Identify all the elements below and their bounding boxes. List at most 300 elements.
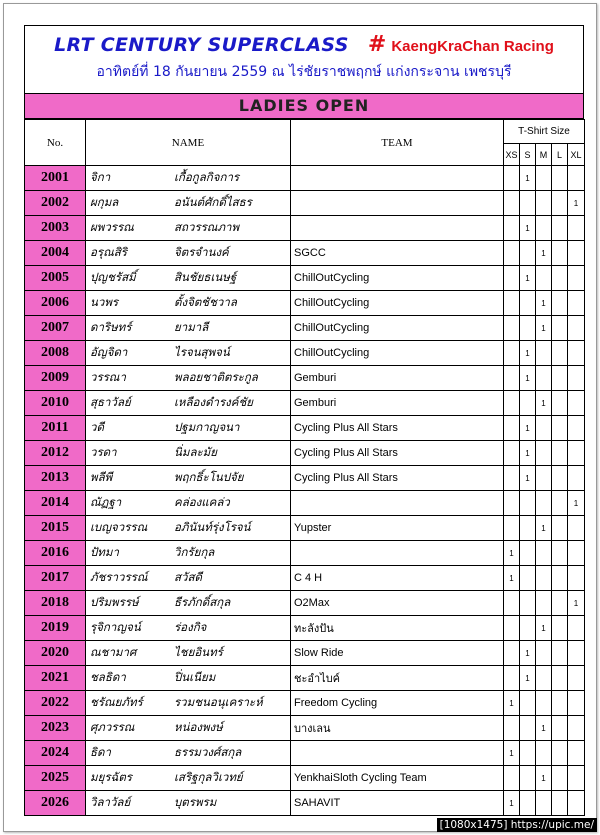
size-cell-l bbox=[552, 766, 568, 791]
rider-last-name: ปฐมกาญจนา bbox=[174, 420, 240, 434]
size-cell-m bbox=[536, 691, 552, 716]
size-cell-m bbox=[536, 266, 552, 291]
table-row bbox=[25, 591, 585, 616]
rider-name-cell bbox=[86, 216, 291, 241]
rider-number: 2005 bbox=[25, 266, 86, 291]
rider-team: YenkhaiSloth Cycling Team bbox=[291, 766, 504, 791]
rider-name-cell bbox=[86, 766, 291, 791]
event-title: LRT CENTURY SUPERCLASS bbox=[54, 34, 349, 56]
rider-last-name: สินชัยธเนษฐ์ bbox=[174, 270, 237, 284]
rider-number: 2003 bbox=[25, 216, 86, 241]
rider-name-cell bbox=[86, 516, 291, 541]
size-cell-xl bbox=[568, 616, 585, 641]
rider-last-name: นิ่มละมัย bbox=[174, 445, 217, 459]
size-cell-l bbox=[552, 241, 568, 266]
rider-first-name: วรรณา bbox=[90, 370, 126, 384]
rider-name-cell bbox=[86, 166, 291, 191]
column-header-team: TEAM bbox=[291, 120, 504, 166]
size-cell-xl bbox=[568, 516, 585, 541]
rider-name-cell bbox=[86, 466, 291, 491]
rider-number: 2015 bbox=[25, 516, 86, 541]
size-cell-xs bbox=[504, 241, 520, 266]
rider-name-cell bbox=[86, 641, 291, 666]
size-cell-l bbox=[552, 716, 568, 741]
size-cell-xl bbox=[568, 391, 585, 416]
size-cell-l bbox=[552, 316, 568, 341]
rider-team: SAHAVIT bbox=[291, 791, 504, 816]
rider-name-cell bbox=[86, 541, 291, 566]
rider-number: 2002 bbox=[25, 191, 86, 216]
size-cell-xs bbox=[504, 316, 520, 341]
rider-first-name: ปัทมา bbox=[90, 545, 119, 559]
rider-team: Slow Ride bbox=[291, 641, 504, 666]
size-cell-m: 1 bbox=[536, 291, 552, 316]
rider-first-name: รุจิกาญจน์ bbox=[90, 620, 141, 634]
size-cell-m: 1 bbox=[536, 516, 552, 541]
rider-last-name: พฤกธิ์ะโนปจัย bbox=[174, 470, 244, 484]
rider-number: 2012 bbox=[25, 441, 86, 466]
rider-number: 2004 bbox=[25, 241, 86, 266]
size-cell-xl bbox=[568, 166, 585, 191]
size-header-s: S bbox=[520, 144, 536, 166]
rider-first-name: วดี bbox=[90, 420, 104, 434]
size-cell-l bbox=[552, 791, 568, 816]
size-cell-s bbox=[520, 391, 536, 416]
rider-first-name: มยุรฉัตร bbox=[90, 770, 132, 784]
size-cell-s bbox=[520, 516, 536, 541]
rider-last-name: เกื้อกูลกิจการ bbox=[174, 170, 240, 184]
size-cell-xl: 1 bbox=[568, 191, 585, 216]
table-row bbox=[25, 716, 585, 741]
size-cell-xs bbox=[504, 516, 520, 541]
rider-number: 2020 bbox=[25, 641, 86, 666]
rider-last-name: เสริฐกุลวิเวทย์ bbox=[174, 770, 243, 784]
table-row bbox=[25, 191, 585, 216]
rider-name-cell bbox=[86, 241, 291, 266]
size-cell-s: 1 bbox=[520, 366, 536, 391]
rider-team: Cycling Plus All Stars bbox=[291, 466, 504, 491]
rider-number: 2009 bbox=[25, 366, 86, 391]
rider-number: 2019 bbox=[25, 616, 86, 641]
size-cell-s: 1 bbox=[520, 216, 536, 241]
size-cell-m bbox=[536, 641, 552, 666]
rider-number: 2001 bbox=[25, 166, 86, 191]
size-cell-m bbox=[536, 216, 552, 241]
size-cell-s bbox=[520, 591, 536, 616]
table-row bbox=[25, 316, 585, 341]
size-cell-xs bbox=[504, 291, 520, 316]
rider-first-name: อัญจิดา bbox=[90, 345, 128, 359]
rider-last-name: ปิ่นเนียม bbox=[174, 670, 216, 684]
rider-number: 2018 bbox=[25, 591, 86, 616]
size-cell-s: 1 bbox=[520, 641, 536, 666]
size-cell-m: 1 bbox=[536, 716, 552, 741]
rider-number: 2021 bbox=[25, 666, 86, 691]
rider-number: 2011 bbox=[25, 416, 86, 441]
size-cell-xs: 1 bbox=[504, 541, 520, 566]
rider-name-cell bbox=[86, 616, 291, 641]
size-cell-xs bbox=[504, 716, 520, 741]
size-cell-s bbox=[520, 616, 536, 641]
table-row bbox=[25, 416, 585, 441]
rider-team: ทะลังปัน bbox=[291, 616, 504, 641]
table-body bbox=[25, 166, 585, 816]
size-cell-xl bbox=[568, 291, 585, 316]
table-row bbox=[25, 641, 585, 666]
rider-last-name: คล่องแคล่ว bbox=[174, 495, 230, 509]
size-cell-xl bbox=[568, 216, 585, 241]
size-cell-xs bbox=[504, 616, 520, 641]
size-cell-xl bbox=[568, 241, 585, 266]
rider-team: O2Max bbox=[291, 591, 504, 616]
rider-first-name: ภัชราวรรณ์ bbox=[90, 570, 148, 584]
size-cell-xl bbox=[568, 691, 585, 716]
size-cell-xs bbox=[504, 466, 520, 491]
size-cell-xs bbox=[504, 166, 520, 191]
title-line bbox=[25, 32, 583, 57]
rider-name-cell bbox=[86, 341, 291, 366]
rider-first-name: ณัฏฐา bbox=[90, 495, 122, 509]
rider-team bbox=[291, 541, 504, 566]
size-cell-s bbox=[520, 791, 536, 816]
rider-team bbox=[291, 166, 504, 191]
rider-last-name: ยามาลี bbox=[174, 320, 209, 334]
rider-team: บางเลน bbox=[291, 716, 504, 741]
table-row bbox=[25, 391, 585, 416]
section-title: LADIES OPEN bbox=[24, 93, 584, 119]
watermark: [1080x1475] https://upic.me/ bbox=[437, 818, 597, 832]
table-row bbox=[25, 216, 585, 241]
rider-team: ชะอำไบค์ bbox=[291, 666, 504, 691]
rider-first-name: ณชามาศ bbox=[90, 645, 137, 659]
rider-last-name: เหลืองดำรงค์ชัย bbox=[174, 395, 254, 409]
size-cell-m bbox=[536, 466, 552, 491]
size-cell-xs bbox=[504, 191, 520, 216]
hash-symbol: # bbox=[367, 32, 387, 57]
size-cell-l bbox=[552, 591, 568, 616]
rider-last-name: พลอยชาติตระกูล bbox=[174, 370, 258, 384]
size-cell-xs: 1 bbox=[504, 691, 520, 716]
table-row bbox=[25, 466, 585, 491]
size-cell-xs bbox=[504, 491, 520, 516]
rider-last-name: บุตรพรม bbox=[174, 795, 217, 809]
size-cell-xl bbox=[568, 416, 585, 441]
rider-first-name: ดาริษทร์ bbox=[90, 320, 132, 334]
registration-table bbox=[24, 119, 584, 816]
rider-name-cell bbox=[86, 666, 291, 691]
size-cell-m: 1 bbox=[536, 391, 552, 416]
rider-first-name: สุธาวัลย์ bbox=[90, 395, 131, 409]
rider-number: 2006 bbox=[25, 291, 86, 316]
size-cell-m bbox=[536, 191, 552, 216]
size-cell-s bbox=[520, 766, 536, 791]
size-cell-xl bbox=[568, 266, 585, 291]
table-row bbox=[25, 441, 585, 466]
rider-number: 2023 bbox=[25, 716, 86, 741]
rider-first-name: ปริมพรรษ์ bbox=[90, 595, 139, 609]
rider-number: 2017 bbox=[25, 566, 86, 591]
table-row bbox=[25, 616, 585, 641]
size-cell-xs bbox=[504, 766, 520, 791]
size-cell-xs bbox=[504, 416, 520, 441]
column-header-no: No. bbox=[25, 120, 86, 166]
rider-last-name: ธีรภักดิ์สกุล bbox=[174, 595, 231, 609]
rider-last-name: สถวรรณภาพ bbox=[174, 220, 240, 234]
document-header bbox=[24, 25, 584, 93]
rider-name-cell bbox=[86, 716, 291, 741]
rider-first-name: พลีพี bbox=[90, 470, 113, 484]
size-cell-xl bbox=[568, 441, 585, 466]
rider-name-cell bbox=[86, 366, 291, 391]
rider-last-name: ธรรมวงศ์สกุล bbox=[174, 745, 242, 759]
size-cell-xl bbox=[568, 716, 585, 741]
rider-last-name: ไรจนสุพจน์ bbox=[174, 345, 230, 359]
event-date-location: อาทิตย์ที่ 18 กันยายน 2559 ณ ไร่ชัยราชพฤกษ์ แก่งกระจาน เพชรบุรี bbox=[96, 64, 512, 80]
size-cell-s bbox=[520, 241, 536, 266]
rider-last-name: ไชยอินทร์ bbox=[174, 645, 223, 659]
rider-name-cell bbox=[86, 191, 291, 216]
size-cell-xl bbox=[568, 341, 585, 366]
size-cell-m bbox=[536, 541, 552, 566]
size-cell-l bbox=[552, 641, 568, 666]
size-cell-l bbox=[552, 366, 568, 391]
rider-number: 2024 bbox=[25, 741, 86, 766]
size-cell-l bbox=[552, 191, 568, 216]
size-cell-m: 1 bbox=[536, 616, 552, 641]
rider-team bbox=[291, 216, 504, 241]
rider-name-cell bbox=[86, 741, 291, 766]
size-cell-s: 1 bbox=[520, 666, 536, 691]
rider-last-name: อนันต์ศักดิ์ไสธร bbox=[174, 195, 252, 209]
table-row bbox=[25, 341, 585, 366]
rider-last-name: สวัสดี bbox=[174, 570, 202, 584]
size-cell-m bbox=[536, 366, 552, 391]
size-cell-l bbox=[552, 741, 568, 766]
rider-number: 2026 bbox=[25, 791, 86, 816]
size-cell-m: 1 bbox=[536, 316, 552, 341]
rider-last-name: ร่องกิจ bbox=[174, 620, 207, 634]
rider-first-name: วรดา bbox=[90, 445, 117, 459]
size-cell-xl bbox=[568, 466, 585, 491]
size-cell-s bbox=[520, 191, 536, 216]
size-cell-l bbox=[552, 341, 568, 366]
table-row bbox=[25, 241, 585, 266]
size-cell-m bbox=[536, 591, 552, 616]
size-cell-xl bbox=[568, 741, 585, 766]
size-cell-s bbox=[520, 491, 536, 516]
rider-last-name: จิตรจำนงค์ bbox=[174, 245, 229, 259]
size-cell-m bbox=[536, 491, 552, 516]
rider-name-cell bbox=[86, 591, 291, 616]
table-row bbox=[25, 741, 585, 766]
rider-team: ChillOutCycling bbox=[291, 316, 504, 341]
size-cell-l bbox=[552, 666, 568, 691]
rider-last-name: ตั้งจิตชัชวาล bbox=[174, 295, 237, 309]
rider-last-name: หน่องพงษ์ bbox=[174, 720, 223, 734]
size-cell-s: 1 bbox=[520, 441, 536, 466]
rider-team: Gemburi bbox=[291, 366, 504, 391]
rider-first-name: ปุญชรัสมิ์ bbox=[90, 270, 136, 284]
size-cell-xs bbox=[504, 441, 520, 466]
size-cell-xl bbox=[568, 316, 585, 341]
size-cell-s bbox=[520, 716, 536, 741]
rider-number: 2007 bbox=[25, 316, 86, 341]
rider-last-name: วิกรัยกุล bbox=[174, 545, 215, 559]
rider-first-name: วิลาวัลย์ bbox=[90, 795, 131, 809]
size-cell-l bbox=[552, 491, 568, 516]
rider-name-cell bbox=[86, 791, 291, 816]
size-cell-xs bbox=[504, 666, 520, 691]
size-cell-l bbox=[552, 516, 568, 541]
size-cell-s bbox=[520, 566, 536, 591]
rider-first-name: อรุณสิริ bbox=[90, 245, 127, 259]
size-cell-xs bbox=[504, 391, 520, 416]
size-cell-l bbox=[552, 266, 568, 291]
size-cell-l bbox=[552, 541, 568, 566]
rider-team bbox=[291, 191, 504, 216]
rider-first-name: เบญจวรรณ bbox=[90, 520, 148, 534]
size-cell-s: 1 bbox=[520, 166, 536, 191]
rider-first-name: จิกา bbox=[90, 170, 111, 184]
rider-name-cell bbox=[86, 566, 291, 591]
rider-name-cell bbox=[86, 416, 291, 441]
size-cell-m bbox=[536, 666, 552, 691]
rider-name-cell bbox=[86, 391, 291, 416]
size-cell-l bbox=[552, 616, 568, 641]
table-row bbox=[25, 266, 585, 291]
rider-name-cell bbox=[86, 291, 291, 316]
rider-team: Cycling Plus All Stars bbox=[291, 416, 504, 441]
rider-last-name: อภินันท์รุ่งโรจน์ bbox=[174, 520, 251, 534]
size-cell-s bbox=[520, 541, 536, 566]
table-row bbox=[25, 791, 585, 816]
rider-team: Cycling Plus All Stars bbox=[291, 441, 504, 466]
size-cell-xl: 1 bbox=[568, 591, 585, 616]
rider-number: 2025 bbox=[25, 766, 86, 791]
size-cell-l bbox=[552, 566, 568, 591]
rider-first-name: นวพร bbox=[90, 295, 119, 309]
size-cell-l bbox=[552, 416, 568, 441]
size-header-xs: XS bbox=[504, 144, 520, 166]
rider-team: Yupster bbox=[291, 516, 504, 541]
size-cell-s bbox=[520, 741, 536, 766]
table-row bbox=[25, 566, 585, 591]
size-cell-xs bbox=[504, 216, 520, 241]
rider-team: ChillOutCycling bbox=[291, 266, 504, 291]
size-cell-l bbox=[552, 691, 568, 716]
size-cell-xl bbox=[568, 791, 585, 816]
size-cell-xl bbox=[568, 766, 585, 791]
size-cell-m: 1 bbox=[536, 241, 552, 266]
size-cell-s bbox=[520, 291, 536, 316]
team-tag: KaengKraChan Racing bbox=[391, 38, 554, 55]
size-cell-m bbox=[536, 566, 552, 591]
table-row bbox=[25, 766, 585, 791]
table-row bbox=[25, 691, 585, 716]
rider-team: Freedom Cycling bbox=[291, 691, 504, 716]
size-cell-xs: 1 bbox=[504, 566, 520, 591]
rider-team: Gemburi bbox=[291, 391, 504, 416]
size-cell-xs bbox=[504, 366, 520, 391]
rider-name-cell bbox=[86, 491, 291, 516]
rider-number: 2010 bbox=[25, 391, 86, 416]
column-header-tshirt: T-Shirt Size bbox=[504, 120, 585, 144]
size-cell-s: 1 bbox=[520, 466, 536, 491]
table-row bbox=[25, 541, 585, 566]
size-cell-xs bbox=[504, 341, 520, 366]
size-cell-s bbox=[520, 316, 536, 341]
table-row bbox=[25, 291, 585, 316]
size-cell-m bbox=[536, 166, 552, 191]
table-row bbox=[25, 166, 585, 191]
size-cell-m bbox=[536, 441, 552, 466]
size-cell-m bbox=[536, 791, 552, 816]
rider-first-name: ผกุมล bbox=[90, 195, 119, 209]
rider-number: 2016 bbox=[25, 541, 86, 566]
size-cell-m bbox=[536, 741, 552, 766]
table-row bbox=[25, 491, 585, 516]
rider-first-name: ชลธิดา bbox=[90, 670, 126, 684]
size-cell-xl: 1 bbox=[568, 491, 585, 516]
rider-team: C 4 H bbox=[291, 566, 504, 591]
rider-team: ChillOutCycling bbox=[291, 291, 504, 316]
rider-name-cell bbox=[86, 266, 291, 291]
rider-name-cell bbox=[86, 441, 291, 466]
size-cell-xl bbox=[568, 366, 585, 391]
size-cell-l bbox=[552, 466, 568, 491]
rider-last-name: รวมชนอนุเคราะห์ bbox=[174, 695, 263, 709]
rider-first-name: ศุภวรรณ bbox=[90, 720, 135, 734]
size-cell-m: 1 bbox=[536, 766, 552, 791]
rider-name-cell bbox=[86, 316, 291, 341]
rider-number: 2022 bbox=[25, 691, 86, 716]
size-cell-m bbox=[536, 341, 552, 366]
table-row bbox=[25, 666, 585, 691]
rider-first-name: ผพวรรณ bbox=[90, 220, 134, 234]
size-cell-xl bbox=[568, 641, 585, 666]
size-cell-l bbox=[552, 391, 568, 416]
rider-number: 2014 bbox=[25, 491, 86, 516]
size-cell-s: 1 bbox=[520, 416, 536, 441]
size-cell-m bbox=[536, 416, 552, 441]
size-header-m: M bbox=[536, 144, 552, 166]
size-cell-s: 1 bbox=[520, 266, 536, 291]
size-cell-s: 1 bbox=[520, 341, 536, 366]
table-row bbox=[25, 366, 585, 391]
rider-team: SGCC bbox=[291, 241, 504, 266]
table-row bbox=[25, 516, 585, 541]
size-cell-l bbox=[552, 216, 568, 241]
rider-team bbox=[291, 741, 504, 766]
column-header-name: NAME bbox=[86, 120, 291, 166]
size-cell-xs: 1 bbox=[504, 741, 520, 766]
rider-name-cell bbox=[86, 691, 291, 716]
rider-first-name: ชรัณยภัทร์ bbox=[90, 695, 143, 709]
size-cell-xs bbox=[504, 641, 520, 666]
size-cell-xl bbox=[568, 566, 585, 591]
size-header-xl: XL bbox=[568, 144, 585, 166]
size-cell-xs bbox=[504, 266, 520, 291]
size-cell-l bbox=[552, 441, 568, 466]
size-cell-xl bbox=[568, 666, 585, 691]
rider-team: ChillOutCycling bbox=[291, 341, 504, 366]
rider-number: 2013 bbox=[25, 466, 86, 491]
size-cell-l bbox=[552, 166, 568, 191]
rider-first-name: ธิดา bbox=[90, 745, 111, 759]
rider-team bbox=[291, 491, 504, 516]
size-cell-xs bbox=[504, 591, 520, 616]
size-cell-l bbox=[552, 291, 568, 316]
